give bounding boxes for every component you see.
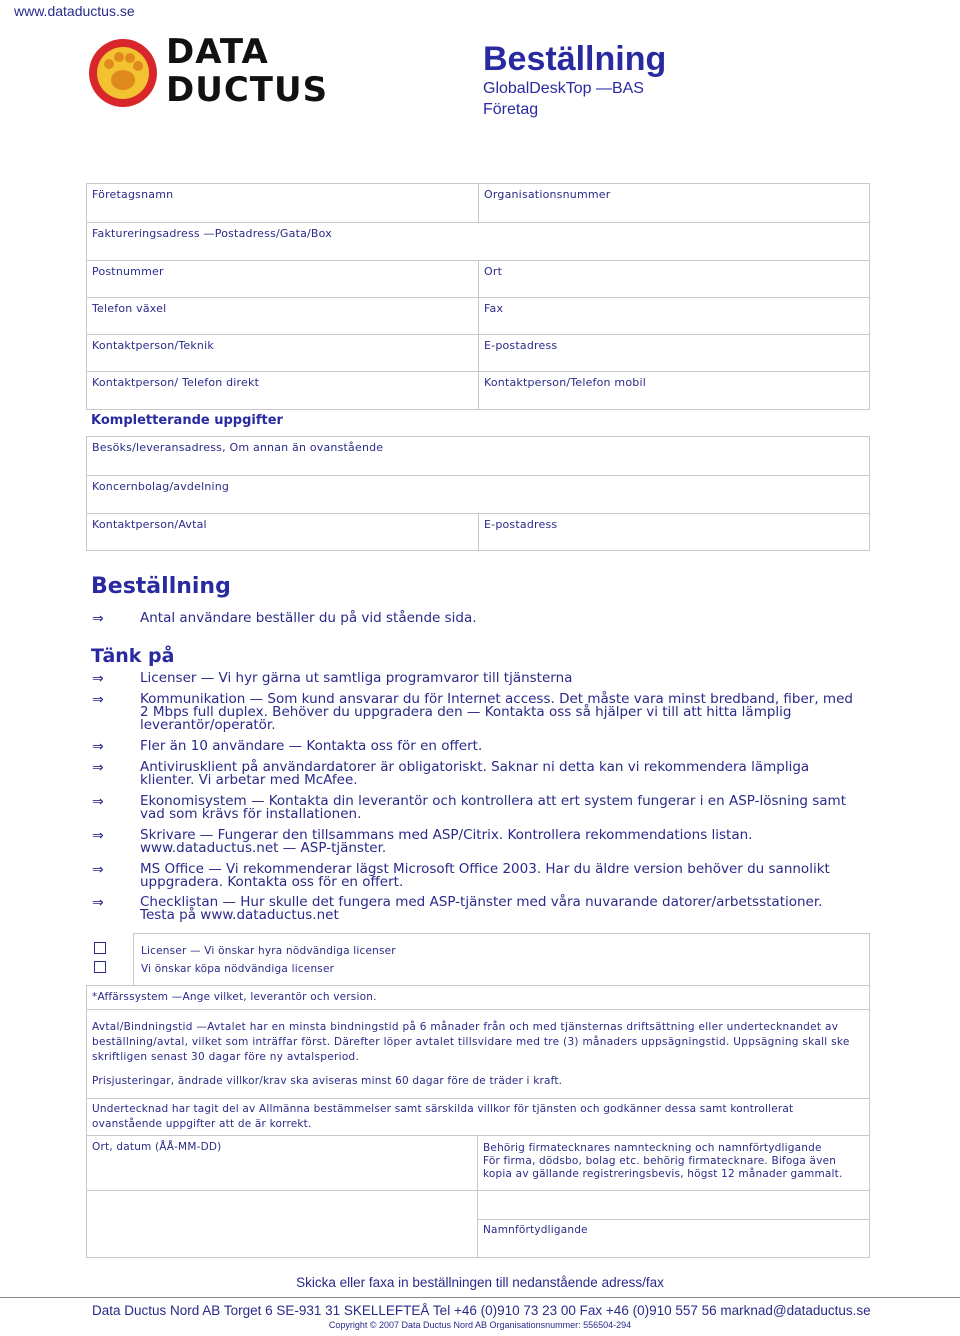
website-url[interactable]: www.dataductus.se bbox=[14, 3, 135, 19]
think-item: Fler än 10 användare — Kontakta oss för en offert. bbox=[140, 738, 483, 754]
think-item: Ekonomisystem — Kontakta din leverantör och kontrollera att ert system fungerar i en ASP-lösning samt vad som krävs för installationen. bbox=[140, 793, 846, 822]
consent-text: Undertecknad har tagit del av Allmänna bestämmelser samt särskilda villkor för tjänsten och godkänner dessa samt kontrollerat ovanstående uppgifter att de är korrekt. bbox=[92, 1103, 794, 1130]
product-subtitle: GlobalDeskTop —BAS bbox=[483, 80, 644, 97]
rent-licenses-checkbox[interactable] bbox=[94, 942, 106, 954]
org-number-field[interactable] bbox=[478, 183, 870, 223]
contact-tech-label: Kontaktperson/Teknik bbox=[92, 339, 214, 352]
signature-left-field[interactable] bbox=[86, 1190, 478, 1258]
agreement-terms-text: Avtal/Bindningstid —Avtalet har en minsta bindningstid på 6 månader från och med tjänsternas driftsättning eller undertecknandet av beställning/avtal, vilket som inträffar först. Därefter löper avtalet tillsvidare med tre (3) månaders uppsägningstid. Uppsägning skall ske skriftligen senast 30 dagar före ny avtalsperiod. bbox=[92, 1021, 850, 1063]
company-name-label: Företagsnamn bbox=[92, 188, 174, 201]
billing-address-field[interactable] bbox=[86, 222, 870, 261]
postal-code-field[interactable] bbox=[86, 260, 479, 298]
think-item: Kommunikation — Som kund ansvarar du för Internet access. Det måste vara minst bredband, fiber, med 2 Mbps full duplex. Behöver du uppgradera den — Kontakta oss så hjälper vi till att hitta lämplig leverantör/operatör. bbox=[140, 691, 853, 733]
contact-agreement-label: Kontaktperson/Avtal bbox=[92, 518, 207, 531]
think-heading: Tänk på bbox=[91, 645, 175, 667]
contact-phone-mobile-field[interactable] bbox=[478, 371, 870, 410]
email-field[interactable] bbox=[478, 334, 870, 372]
think-item: Skrivare — Fungerar den tillsammans med ASP/Citrix. Kontrollera rekommendations listan. www.dataductus.net — ASP-tjänster. bbox=[140, 827, 753, 856]
think-item: Checklistan — Hur skulle det fungera med ASP-tjänster med våra nuvarande datorer/arbetsstationer. Testa på www.dataductus.net bbox=[140, 894, 823, 923]
arrow-icon: ⇒ bbox=[92, 760, 104, 776]
phone-switch-field[interactable] bbox=[86, 297, 479, 335]
contact-agreement-field[interactable] bbox=[86, 513, 479, 551]
rent-licenses-label: Licenser — Vi önskar hyra nödvändiga licenser bbox=[141, 945, 396, 957]
group-company-label: Koncernbolag/avdelning bbox=[92, 480, 230, 493]
order-bullet-text: Antal användare beställer du på vid stående sida. bbox=[140, 610, 477, 626]
arrow-icon: ⇒ bbox=[92, 692, 104, 708]
email-label: E-postadress bbox=[484, 339, 558, 352]
buy-licenses-checkbox[interactable] bbox=[94, 961, 106, 973]
place-date-label: Ort, datum (ÅÅ-MM-DD) bbox=[92, 1141, 222, 1153]
price-adjustment-text: Prisjusteringar, ändrade villkor/krav ska aviseras minst 60 dagar före de träder i kraft. bbox=[92, 1075, 563, 1087]
arrow-icon: ⇒ bbox=[92, 862, 104, 878]
org-number-label: Organisationsnummer bbox=[484, 188, 611, 201]
copyright-text: Copyright © 2007 Data Ductus Nord AB Organisationsnummer: 556504-294 bbox=[328, 1320, 632, 1330]
license-options-box bbox=[133, 933, 870, 986]
arrow-icon: ⇒ bbox=[92, 828, 104, 844]
authorized-signature-note: För firma, dödsbo, bolag etc. behörig firmatecknare. Bifoga även kopia av gällande registreringsbevis, högst 12 månader gammalt. bbox=[483, 1155, 843, 1180]
city-field[interactable] bbox=[478, 260, 870, 298]
postal-code-label: Postnummer bbox=[92, 265, 164, 278]
agreement-email-field[interactable] bbox=[478, 513, 870, 551]
fax-field[interactable] bbox=[478, 297, 870, 335]
customer-type-subtitle: Företag bbox=[483, 101, 539, 118]
think-item: Licenser — Vi hyr gärna ut samtliga programvaror till tjänsterna bbox=[140, 670, 573, 686]
name-clarification-field[interactable] bbox=[477, 1219, 870, 1258]
logo-text-data: DATA bbox=[166, 32, 269, 72]
phone-switch-label: Telefon växel bbox=[92, 302, 167, 315]
contact-phone-mobile-label: Kontaktperson/Telefon mobil bbox=[484, 376, 646, 389]
signature-field[interactable] bbox=[477, 1190, 870, 1220]
buy-licenses-label: Vi önskar köpa nödvändiga licenser bbox=[141, 963, 335, 975]
billing-address-label: Faktureringsadress —Postadress/Gata/Box bbox=[92, 227, 332, 240]
city-label: Ort bbox=[484, 265, 503, 278]
name-clarification-label: Namnförtydligande bbox=[483, 1224, 588, 1236]
page-title: Beställning bbox=[483, 40, 667, 78]
business-system-label: *Affärssystem —Ange vilket, leverantör och version. bbox=[92, 991, 377, 1003]
business-system-field[interactable] bbox=[86, 985, 870, 1010]
visit-address-field[interactable] bbox=[86, 436, 870, 476]
data-ductus-logo bbox=[86, 32, 346, 114]
supplementary-heading: Kompletterande uppgifter bbox=[91, 413, 283, 428]
arrow-icon: ⇒ bbox=[92, 895, 104, 911]
contact-phone-direct-field[interactable] bbox=[86, 371, 479, 410]
place-date-field[interactable] bbox=[86, 1135, 478, 1191]
send-instructions: Skicka eller faxa in beställningen till nedanstående adress/fax bbox=[296, 1275, 664, 1290]
agreement-email-label: E-postadress bbox=[484, 518, 558, 531]
think-item: Antivirusklient på användardatorer är obligatoriskt. Saknar ni detta kan vi rekommendera lämpliga klienter. Vi arbetar med McAfee. bbox=[140, 759, 810, 788]
arrow-icon: ⇒ bbox=[92, 794, 104, 810]
logo-text-ductus: DUCTUS bbox=[166, 70, 329, 110]
authorized-signature-field[interactable] bbox=[477, 1135, 870, 1191]
company-address: Data Ductus Nord AB Torget 6 SE-931 31 SKELLEFTEÅ Tel +46 (0)910 73 23 00 Fax +46 (0)910 557 56 marknad@dataductus.se bbox=[92, 1303, 871, 1318]
authorized-signature-label: Behörig firmatecknares namnteckning och namnförtydligande bbox=[483, 1142, 822, 1154]
fax-label: Fax bbox=[484, 302, 504, 315]
contact-phone-direct-label: Kontaktperson/ Telefon direkt bbox=[92, 376, 260, 389]
think-item: MS Office — Vi rekommenderar lägst Microsoft Office 2003. Har du äldre version behöver du sannolikt uppgradera. Kontakta oss för en offert. bbox=[140, 861, 830, 890]
arrow-icon: ⇒ bbox=[92, 739, 104, 755]
company-name-field[interactable] bbox=[86, 183, 479, 223]
arrow-icon: ⇒ bbox=[92, 611, 104, 627]
contact-tech-field[interactable] bbox=[86, 334, 479, 372]
order-heading: Beställning bbox=[91, 574, 231, 599]
footer-divider bbox=[0, 1297, 960, 1298]
agreement-terms-box bbox=[86, 1009, 870, 1099]
consent-box bbox=[86, 1098, 870, 1136]
group-company-field[interactable] bbox=[86, 475, 870, 514]
arrow-icon: ⇒ bbox=[92, 671, 104, 687]
visit-address-label: Besöks/leveransadress, Om annan än ovanstående bbox=[92, 441, 384, 454]
